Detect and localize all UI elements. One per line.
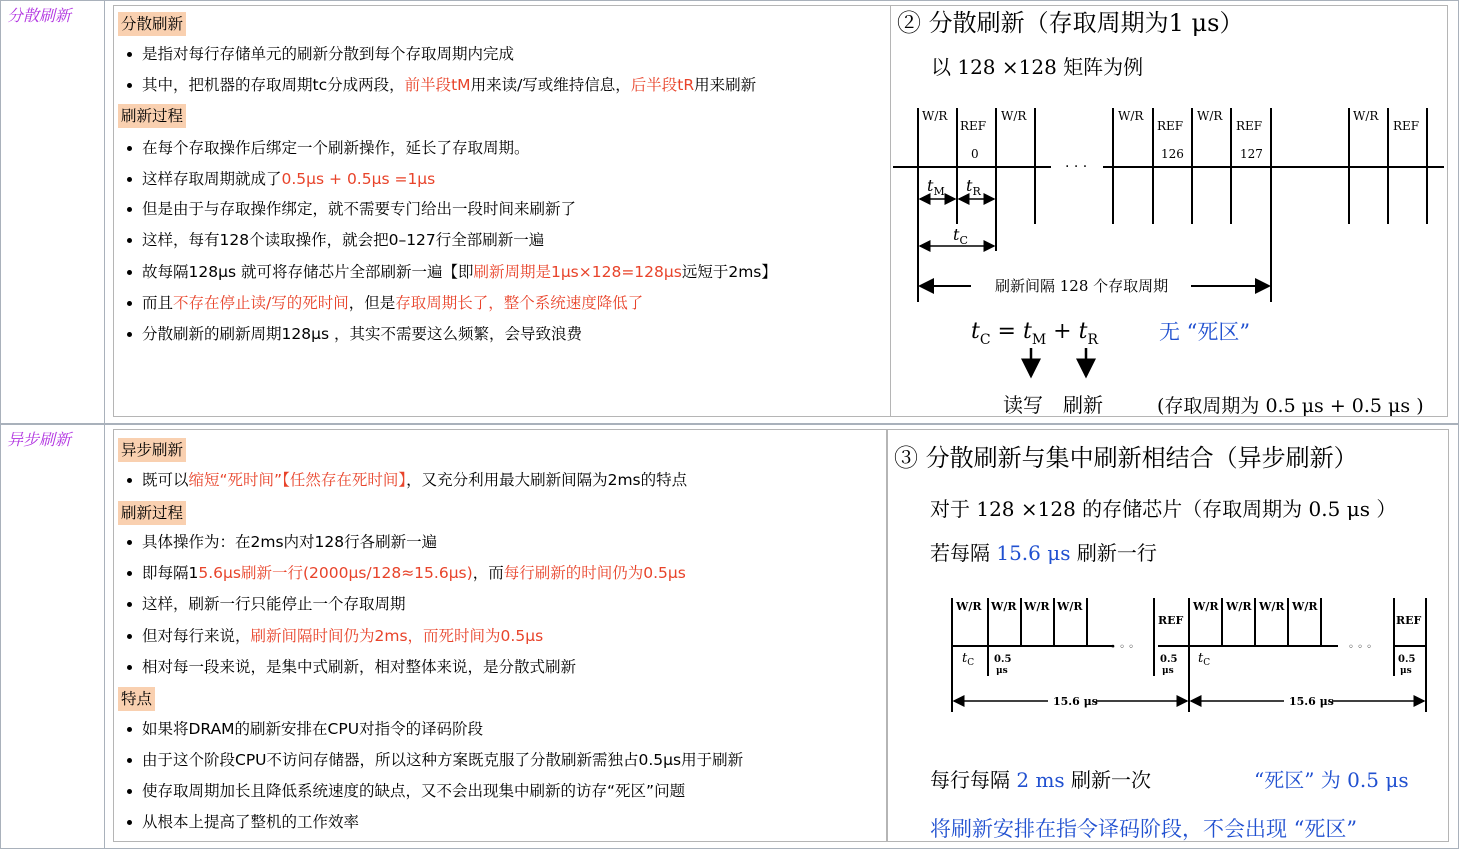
svg-text:0.5: 0.5 <box>994 654 1012 665</box>
no-dead-zone: 无 “死区” <box>1159 320 1251 344</box>
figure-subtitle: 以 128 ×128 矩阵为例 <box>931 55 1144 79</box>
bullet: 其中，把机器的存取周期tc分成两段，前半段tM用来读/写或维持信息，后半段tR用来刷新 <box>142 76 757 94</box>
timing-diagram <box>888 430 1450 843</box>
svg-text:127: 127 <box>1240 147 1263 161</box>
section-async-refresh <box>0 424 1459 849</box>
svg-text:0.5: 0.5 <box>1398 654 1416 665</box>
svg-text:W/R: W/R <box>1057 600 1083 613</box>
distributed-refresh-figure <box>890 5 1448 417</box>
figure-line-2: 若每隔 15.6 μs 刷新一行 <box>930 541 1157 565</box>
ellipsis: · · · <box>1065 159 1088 175</box>
svg-text:tM: $t_M$ <box>927 176 945 198</box>
svg-text:W/R: W/R <box>1001 109 1027 123</box>
rw-label: 读写 <box>1003 393 1043 417</box>
bullet: 分散刷新的刷新周期128μs ，其实不需要这么频繁，会导致浪费 <box>142 325 582 343</box>
section-label-cell <box>1 1 105 423</box>
figure-title: ③ 分散刷新与集中刷新相结合（异步刷新） <box>894 444 1358 472</box>
bullet: 既可以缩短“死时间”【任然存在死时间】，又充分利用最大刷新间隔为2ms的特点 <box>142 471 688 489</box>
bullet: 从根本上提高了整机的工作效率 <box>142 813 360 831</box>
heading-async-refresh: 异步刷新 <box>118 438 186 462</box>
svg-text:W/R: W/R <box>1197 109 1223 123</box>
bullet: 但对每行来说，刷新间隔时间仍为2ms，而死时间为0.5μs <box>142 627 544 645</box>
svg-text:W/R: W/R <box>956 600 982 613</box>
bullet: 由于这个阶段CPU不访问存储器，所以这种方案既克服了分散刷新需独占0.5μs用于刷新 <box>142 751 744 769</box>
bullet: 使存取周期加长且降低系统速度的缺点，又不会出现集中刷新的访存“死区”问题 <box>142 782 686 800</box>
svg-text:REF: REF <box>960 119 987 133</box>
figure-line-3: 每行每隔 2 ms 刷新一次 <box>930 768 1152 792</box>
svg-text:REF: REF <box>1236 119 1263 133</box>
heading-refresh-process: 刷新过程 <box>118 104 186 128</box>
svg-text:REF: REF <box>1157 119 1184 133</box>
async-refresh-figure <box>887 429 1449 842</box>
bullet: 具体操作为：在2ms内对128行各刷新一遍 <box>142 533 438 551</box>
svg-text:W/R: W/R <box>1259 600 1285 613</box>
cycle-note: (存取周期为 0.5 μs + 0.5 μs ) <box>1157 395 1424 417</box>
svg-text:tC: $t_C$ <box>1198 651 1211 668</box>
svg-text:tC: $t_C$ <box>962 651 975 668</box>
svg-text:0: 0 <box>971 147 979 161</box>
formula: $t_C = t_M + t_R$ <box>971 319 1098 348</box>
svg-text:W/R: W/R <box>1292 600 1318 613</box>
svg-text:W/R: W/R <box>1226 600 1252 613</box>
span-label: 15.6 μs <box>1053 695 1098 708</box>
heading-features: 特点 <box>118 687 155 711</box>
bullet: 这样存取周期就成了0.5μs + 0.5μs =1μs <box>142 170 436 188</box>
svg-text:126: 126 <box>1161 147 1184 161</box>
figure-line-1: 对于 128 ×128 的存储芯片（存取周期为 0.5 μs ） <box>930 497 1397 521</box>
bullet: 即每隔15.6μs刷新一行(2000μs/128≈15.6μs)，而每行刷新的时间仍为0.5μs <box>142 564 686 582</box>
svg-text:◦ ◦ ◦: ◦ ◦ ◦ <box>1110 642 1135 653</box>
section-label-cell <box>1 425 105 848</box>
bullet: 但是由于与存取操作绑定，就不需要专门给出一段时间来刷新了 <box>142 200 577 218</box>
section-distributed-refresh <box>0 0 1459 424</box>
svg-text:W/R: W/R <box>922 109 948 123</box>
svg-text:μs: μs <box>996 666 1008 676</box>
heading-distributed-refresh: 分散刷新 <box>118 12 186 36</box>
timing-diagram <box>891 6 1449 418</box>
svg-text:W/R: W/R <box>1024 600 1050 613</box>
bullet: 在每个存取操作后绑定一个刷新操作，延长了存取周期。 <box>142 139 530 157</box>
svg-text:REF: REF <box>1158 614 1184 627</box>
section-label: 分散刷新 <box>7 6 72 25</box>
bullet: 是指对每行存储单元的刷新分散到每个存取周期内完成 <box>142 45 515 63</box>
notes-cell <box>113 429 887 842</box>
dead-zone: “死区” 为 0.5 μs <box>1254 768 1409 792</box>
svg-text:tR: $t_R$ <box>966 176 981 198</box>
bullet: 这样，刷新一行只能停止一个存取周期 <box>142 595 406 613</box>
svg-text:μs: μs <box>1162 666 1174 676</box>
bullet: 这样，每有128个读取操作，就会把0–127行全部刷新一遍 <box>142 231 545 249</box>
svg-text:0.5: 0.5 <box>1160 654 1178 665</box>
svg-text:W/R: W/R <box>1118 109 1144 123</box>
svg-text:REF: REF <box>1396 614 1422 627</box>
svg-text:W/R: W/R <box>1193 600 1219 613</box>
bullet: 相对每一段来说，是集中式刷新，相对整体来说，是分散式刷新 <box>142 658 577 676</box>
svg-text:tC: $t_C$ <box>953 225 968 247</box>
figure-conclusion: 将刷新安排在指令译码阶段，不会出现 “死区” <box>930 817 1358 841</box>
notes-cell <box>113 5 891 417</box>
interval-label: 刷新间隔 128 个存取周期 <box>995 277 1169 295</box>
bullet: 如果将DRAM的刷新安排在CPU对指令的译码阶段 <box>142 720 484 738</box>
svg-text:REF: REF <box>1393 119 1420 133</box>
svg-text:W/R: W/R <box>1353 109 1379 123</box>
bullet: 故每隔128μs 就可将存储芯片全部刷新一遍【即刷新周期是1μs×128=128μs远短于2ms】 <box>142 263 777 281</box>
svg-text:◦ ◦ ◦: ◦ ◦ ◦ <box>1348 642 1373 653</box>
svg-text:μs: μs <box>1400 666 1412 676</box>
heading-refresh-process: 刷新过程 <box>118 501 186 525</box>
svg-text:W/R: W/R <box>991 600 1017 613</box>
bullet: 而且不存在停止读/写的死时间，但是存取周期长了，整个系统速度降低了 <box>142 294 644 312</box>
span-label: 15.6 μs <box>1289 695 1334 708</box>
refresh-label: 刷新 <box>1063 393 1103 417</box>
section-label: 异步刷新 <box>7 430 72 449</box>
figure-title: ② 分散刷新（存取周期为1 μs） <box>897 9 1244 37</box>
